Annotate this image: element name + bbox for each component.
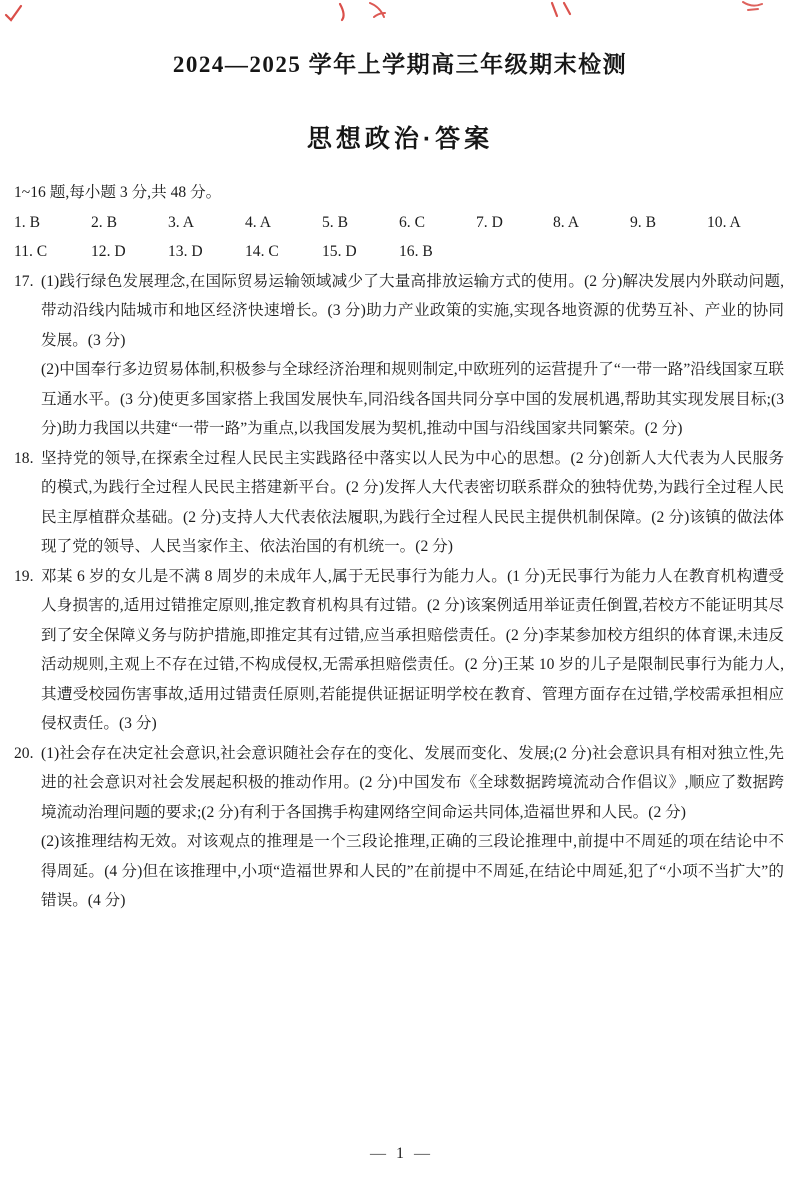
page-footer <box>0 1145 800 1163</box>
answer-item: 7. D <box>476 213 503 231</box>
answer-item: 10. A <box>707 213 741 231</box>
answer-item: 15. D <box>322 243 357 260</box>
page-number: 1 <box>396 1145 404 1162</box>
question-block-19 <box>14 562 784 739</box>
question-paragraph: (2)中国奉行多边贸易体制,积极参与全球经济治理和规则制定,中欧班列的运营提升了“一带一路”沿线国家互联互通水平。(3 分)使更多国家搭上我国发展快车,同沿线各国共同分享中国的发展机遇,帮助其实现发展目标;(3 分)助力我国以共建“一带一路”为重点,以我国发展为契机,推动中国与沿线国家共同繁荣。(2 分) <box>41 361 784 437</box>
question-number: 17. <box>14 272 34 290</box>
question-paragraph: (1)社会存在决定社会意识,社会意识随社会存在的变化、发展而变化、发展;(2 分)社会意识具有相对独立性,先进的社会意识对社会发展起积极的推动作用。(2 分)中国发布《全球数据跨境流动合作倡议》,顺应了数据跨境流动治理问题的要求;(2 分)有利于各国携手构建网络空间命运共同体,造福世界和人民。(2 分) <box>41 744 784 821</box>
answer-item: 13. D <box>168 243 203 260</box>
question-block-18 <box>14 444 784 562</box>
answer-item: 12. D <box>91 243 126 260</box>
question-paragraph: 邓某 6 岁的女儿是不满 8 周岁的未成年人,属于无民事行为能力人。(1 分)无民事行为能力人在教育机构遭受人身损害的,适用过错推定原则,推定教育机构具有过错。(2 分)该案例适用举证责任倒置,若校方不能证明其尽到了安全保障义务与防护措施,即推定其有过错,应当承担赔偿责任。(2 分)李某参加校方组织的体育课,未违反活动规则,主观上不存在过错,不构成侵权,无需承担赔偿责任。(2 分)王某 10 岁的儿子是限制民事行为能力人,其遭受校园伤害事故,适用过错责任原则,若能提供证据证明学校在教育、管理方面存在过错,学校需承担相应侵权责任。(3 分) <box>41 567 784 732</box>
answer-item: 8. A <box>553 213 579 231</box>
scoring-instructions: 1~16 题,每小题 3 分,共 48 分。 <box>14 184 222 201</box>
page-subtitle: 思想政治·答案 <box>306 125 494 153</box>
footer-dash: — <box>370 1145 386 1162</box>
answer-item: 5. B <box>322 213 348 231</box>
answer-key-row-1 <box>14 208 784 238</box>
question-number: 20. <box>14 744 34 762</box>
question-paragraph: (1)践行绿色发展理念,在国际贸易运输领域减少了大量高排放运输方式的使用。(2 分)解决发展内外联动问题,带动沿线内陆城市和地区经济快速增长。(3 分)助力产业政策的实施,实现各地资源的优势互补、产业的协同发展。(3 分) <box>41 272 784 349</box>
question-paragraph: 坚持党的领导,在探索全过程人民民主实践路径中落实以人民为中心的思想。(2 分)创新人大代表为人民服务的模式,为践行全过程人民民主搭建新平台。(2 分)发挥人大代表密切联系群众的独特优势,为践行全过程人民民主厚植群众基础。(2 分)支持人大代表依法履职,为践行全过程人民民主提供机制保障。(2 分)该镇的做法体现了党的领导、人民当家作主、依法治国的有机统一。(2 分) <box>41 449 784 555</box>
answer-item: 14. C <box>245 243 279 260</box>
answer-item: 1. B <box>14 213 40 231</box>
answer-item: 11. C <box>14 243 48 260</box>
answer-item: 4. A <box>245 213 271 231</box>
question-number: 19. <box>14 567 34 585</box>
answer-key-row-2 <box>14 237 784 267</box>
answer-item: 3. A <box>168 213 194 231</box>
page-title: 2024—2025 学年上学期高三年级期末检测 <box>172 52 628 77</box>
question-block-17 <box>14 267 784 444</box>
footer-dash: — <box>414 1145 430 1162</box>
answer-item: 2. B <box>91 213 117 231</box>
answer-item: 9. B <box>630 213 656 231</box>
question-block-20 <box>14 739 784 916</box>
answer-item: 6. C <box>399 213 425 231</box>
answer-item: 16. B <box>399 243 433 260</box>
question-paragraph: (2)该推理结构无效。对该观点的推理是一个三段论推理,正确的三段论推理中,前提中不周延的项在结论中不得周延。(4 分)但在该推理中,小项“造福世界和人民的”在前提中不周延,在结论中周延,犯了“小项不当扩大”的错误。(4 分) <box>41 833 784 909</box>
answer-body <box>14 178 784 916</box>
question-number: 18. <box>14 449 34 467</box>
